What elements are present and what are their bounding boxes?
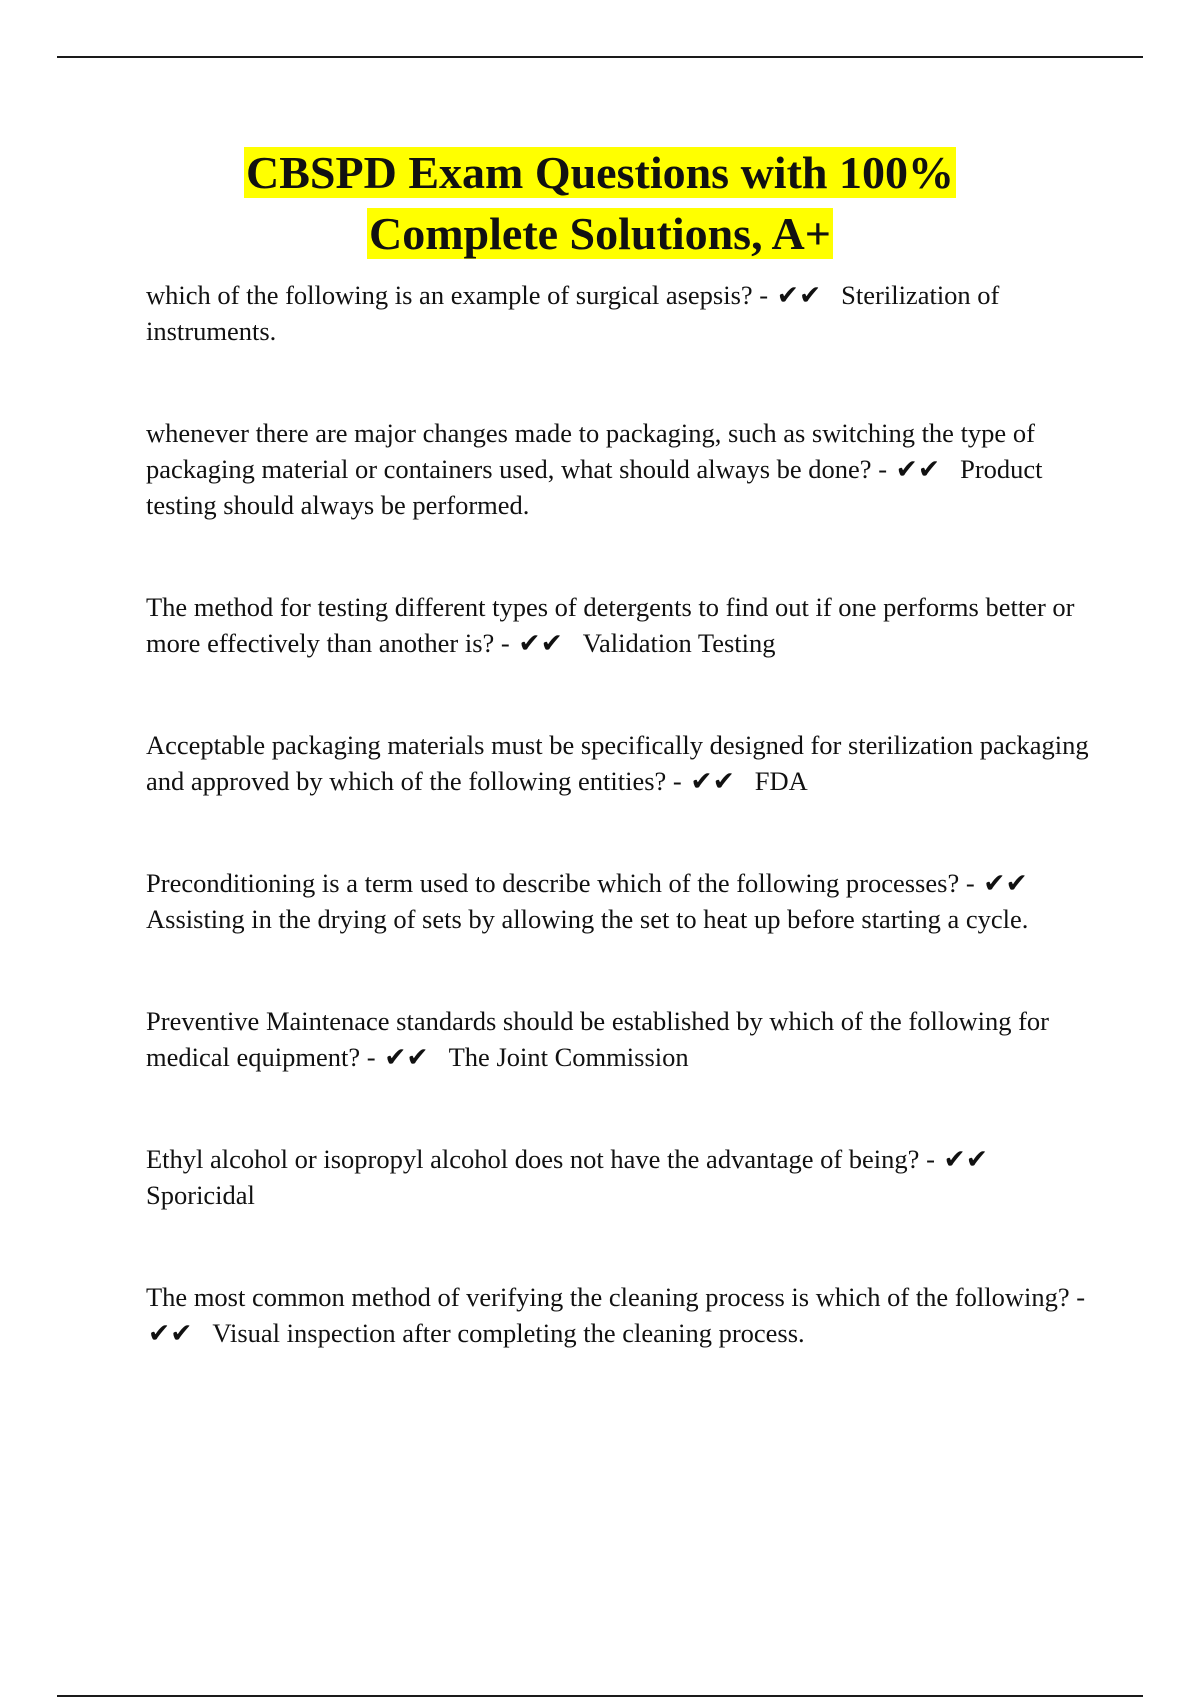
- qa-item: [146, 1141, 1096, 1213]
- question-text: The method for testing different types of detergents to find out if one performs better or more effectively than another is?: [146, 592, 1075, 658]
- title-line-1: CBSPD Exam Questions with 100%: [246, 147, 954, 198]
- answer-text: The Joint Commission: [448, 1042, 689, 1072]
- top-rule: [57, 56, 1143, 58]
- check-mark-icon: ✔✔: [384, 1042, 429, 1072]
- question-text: Preconditioning is a term used to describe which of the following processes?: [146, 868, 960, 898]
- check-mark-icon: ✔✔: [943, 1144, 988, 1174]
- title-line-2: Complete Solutions, A+: [369, 208, 831, 259]
- qa-item: [146, 727, 1096, 799]
- answer-text: Product testing should always be performed.: [146, 454, 1043, 520]
- separator: -: [878, 454, 888, 484]
- check-mark-icon: ✔✔: [895, 454, 941, 484]
- separator: -: [965, 868, 975, 898]
- qa-item: [146, 589, 1096, 661]
- separator: -: [1076, 1282, 1086, 1312]
- answer-text: Validation Testing: [582, 628, 776, 658]
- answer-text: Visual inspection after completing the cleaning process.: [212, 1318, 805, 1348]
- question-text: Ethyl alcohol or isopropyl alcohol does not have the advantage of being?: [146, 1144, 920, 1174]
- qa-item: [146, 1003, 1096, 1075]
- separator: -: [759, 280, 769, 310]
- answer-text: FDA: [754, 766, 808, 796]
- answer-text: Sterilization of instruments.: [146, 280, 1000, 346]
- separator: -: [500, 628, 510, 658]
- qa-item: [146, 1279, 1096, 1351]
- question-text: Acceptable packaging materials must be specifically designed for sterilization packaging and approved by which of the following entities?: [146, 730, 1089, 796]
- check-mark-icon: ✔✔: [518, 628, 563, 658]
- qa-item: [146, 277, 1096, 349]
- bottom-rule: [57, 1695, 1143, 1697]
- question-text: Preventive Maintenace standards should be established by which of the following for medical equipment?: [146, 1006, 1049, 1072]
- check-mark-icon: ✔✔: [690, 766, 735, 796]
- question-text: The most common method of verifying the cleaning process is which of the following?: [146, 1282, 1070, 1312]
- check-mark-icon: ✔✔: [983, 868, 1028, 898]
- check-mark-icon: ✔✔: [148, 1318, 193, 1348]
- separator: -: [366, 1042, 376, 1072]
- check-mark-icon: ✔✔: [776, 280, 822, 310]
- question-text: whenever there are major changes made to packaging, such as switching the type of packaging material or containers used, what should always be done?: [146, 418, 1035, 484]
- answer-text: Sporicidal: [146, 1180, 255, 1210]
- separator: -: [926, 1144, 935, 1174]
- qa-item: [146, 865, 1096, 937]
- question-text: which of the following is an example of surgical asepsis?: [146, 280, 753, 310]
- document-title: [0, 142, 1200, 264]
- qa-item: [146, 415, 1096, 523]
- separator: -: [672, 766, 682, 796]
- question-list: [146, 277, 1096, 1351]
- answer-text: Assisting in the drying of sets by allowing the set to heat up before starting a cycle.: [146, 904, 1029, 934]
